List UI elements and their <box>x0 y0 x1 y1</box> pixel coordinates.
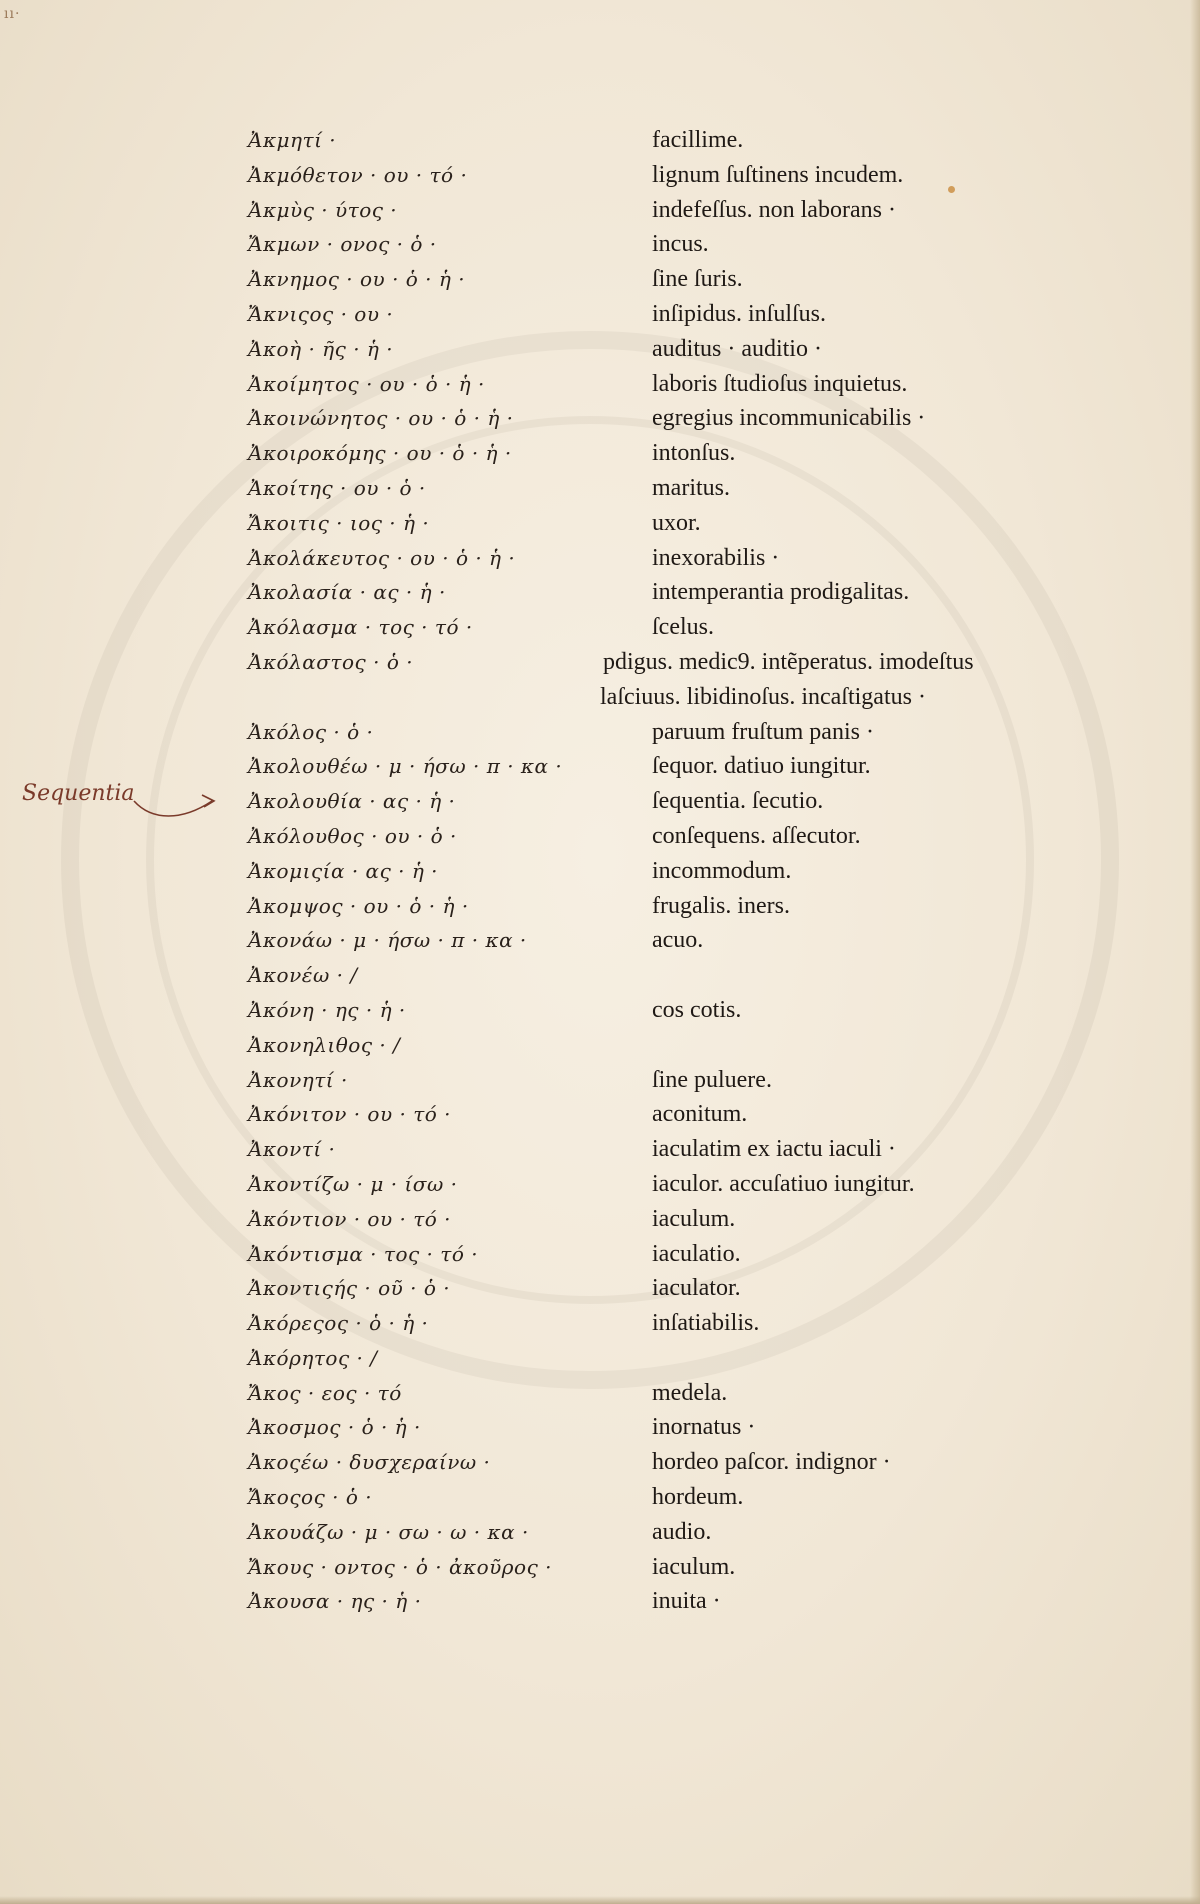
latin-gloss: incus. <box>652 231 709 258</box>
latin-gloss: iaculum. <box>652 1205 736 1232</box>
greek-headword: Ἀκόρεςος · ὁ · ἡ · <box>248 1311 429 1336</box>
entry-row <box>0 1237 1200 1272</box>
greek-headword: Ἄκους · οντος · ὁ · ἀκοῦρος · <box>248 1554 552 1579</box>
latin-gloss: maritus. <box>652 474 730 501</box>
greek-headword: Ἄκνιςος · ου · <box>248 301 394 326</box>
entry-row <box>0 819 1200 854</box>
entry-row <box>0 506 1200 541</box>
greek-headword: Ἀκόντισμα · τος · τό · <box>248 1241 479 1266</box>
entry-row <box>0 1063 1200 1098</box>
latin-gloss: iaculatio. <box>652 1240 741 1267</box>
latin-gloss: iaculor. accuſatiuo iungitur. <box>652 1170 915 1197</box>
greek-headword: Ἀκόλουθος · ου · ὁ · <box>248 823 457 848</box>
latin-gloss: laboris ſtudioſus inquietus. <box>652 370 908 397</box>
latin-gloss: cos cotis. <box>652 996 742 1023</box>
entry-row <box>0 715 1200 750</box>
entry-row <box>0 1584 1200 1619</box>
greek-headword: Ἀκονητί · <box>248 1067 348 1092</box>
entry-row <box>0 1376 1200 1411</box>
latin-gloss: ſequentia. ſecutio. <box>652 788 824 815</box>
greek-headword: Ἀκοςέω · δυσχεραίνω · <box>248 1450 491 1475</box>
latin-gloss: ſine puluere. <box>652 1066 772 1093</box>
greek-headword: Ἀκονέω · / <box>248 963 358 988</box>
latin-gloss: aconitum. <box>652 1101 748 1128</box>
greek-headword: Ἀκοντίζω · μ · ίσω · <box>248 1171 458 1196</box>
latin-gloss: medela. <box>652 1379 728 1406</box>
entry-row <box>0 1097 1200 1132</box>
greek-headword: Ἀκοίτης · ου · ὁ · <box>248 475 426 500</box>
greek-headword: Ἀκολουθέω · μ · ήσω · π · κα · <box>248 754 563 779</box>
latin-gloss: intonſus. <box>652 440 736 467</box>
greek-headword: Ἀκνημος · ου · ὁ · ἡ · <box>248 267 466 292</box>
entry-row <box>0 1271 1200 1306</box>
entry-row <box>0 367 1200 402</box>
entry-row <box>0 297 1200 332</box>
latin-gloss: hordeo paſcor. indignor · <box>652 1449 891 1476</box>
entry-row <box>0 1132 1200 1167</box>
latin-gloss: inſatiabilis. <box>652 1310 760 1337</box>
latin-gloss: intemperantia prodigalitas. <box>652 579 910 606</box>
greek-headword: Ἀκοιροκόμης · ου · ὁ · ἡ · <box>248 441 512 466</box>
latin-gloss: ſequor. datiuo iungitur. <box>652 753 871 780</box>
entry-row <box>0 610 1200 645</box>
greek-headword: Ἀκολασία · ας · ἡ · <box>248 580 446 605</box>
greek-headword: Ἀκοὴ · ῆς · ἡ · <box>248 336 394 361</box>
latin-gloss: inuita · <box>652 1588 721 1615</box>
entry-row <box>0 889 1200 924</box>
greek-headword: Ἀκονηλιθος · / <box>248 1032 401 1057</box>
greek-headword: Ἀκόνιτον · ου · τό · <box>248 1102 452 1127</box>
entry-row <box>0 784 1200 819</box>
latin-gloss: iaculum. <box>652 1553 736 1580</box>
greek-headword: Ἀκονάω · μ · ήσω · π · κα · <box>248 928 527 953</box>
entry-row <box>0 123 1200 158</box>
entry-row <box>0 1028 1200 1063</box>
entry-row <box>0 645 1200 680</box>
greek-headword: Ἀκόντιον · ου · τό · <box>248 1206 452 1231</box>
latin-gloss: egregius incommunicabilis · <box>652 405 926 432</box>
entry-row <box>0 332 1200 367</box>
entry-row <box>0 1410 1200 1445</box>
entry-row <box>0 1167 1200 1202</box>
entry-row <box>0 1445 1200 1480</box>
latin-gloss: inornatus · <box>652 1414 756 1441</box>
margin-note-text: Sequentia <box>22 781 135 806</box>
latin-gloss: iaculator. <box>652 1275 741 1302</box>
entry-row <box>0 193 1200 228</box>
latin-gloss: indefeſſus. non laborans · <box>652 196 896 223</box>
latin-gloss: iaculatim ex iactu iaculi · <box>652 1136 896 1163</box>
entry-row <box>0 1306 1200 1341</box>
greek-headword: Ἀκοντί · <box>248 1137 336 1162</box>
entry-row <box>0 1480 1200 1515</box>
entry-row <box>0 262 1200 297</box>
entry-row <box>0 227 1200 262</box>
greek-headword: Ἀκουσα · ης · ἡ · <box>248 1589 422 1614</box>
latin-gloss: laſciuus. libidinoſus. incaſtigatus · <box>600 683 926 710</box>
latin-gloss: paruum fruſtum panis · <box>652 718 874 745</box>
entry-row <box>0 749 1200 784</box>
latin-gloss: audio. <box>652 1518 712 1545</box>
latin-gloss: facillime. <box>652 127 744 153</box>
greek-headword: Ἀκόνη · ης · ἡ · <box>248 997 406 1022</box>
latin-gloss: hordeum. <box>652 1484 744 1511</box>
entry-row <box>0 854 1200 889</box>
page-edge-right <box>1190 0 1200 1904</box>
greek-headword: Ἄκοςος · ὁ · <box>248 1485 373 1510</box>
greek-headword: Ἀκόλαστος · ὁ · <box>248 649 414 674</box>
latin-gloss: incommodum. <box>652 857 792 884</box>
greek-headword: Ἀκμητί · <box>248 128 337 152</box>
entry-row <box>0 436 1200 471</box>
entry-row <box>0 575 1200 610</box>
greek-headword: Ἄκοιτις · ιος · ἡ · <box>248 510 430 535</box>
greek-headword: Ἀκοντιςής · οῦ · ὁ · <box>248 1276 451 1301</box>
greek-headword: Ἀκολουθία · ας · ἡ · <box>248 789 456 814</box>
latin-gloss: auditus · auditio · <box>652 335 822 362</box>
greek-headword: Ἀκομιςία · ας · ἡ · <box>248 858 439 883</box>
entry-row <box>0 923 1200 958</box>
entry-row-continuation <box>0 680 1200 715</box>
latin-gloss: uxor. <box>652 509 701 536</box>
greek-headword: Ἀκομψος · ου · ὁ · ἡ · <box>248 893 469 918</box>
greek-headword: Ἀκοινώνητος · ου · ὁ · ἡ · <box>248 406 514 431</box>
latin-gloss: ſcelus. <box>652 614 714 641</box>
entry-row <box>0 958 1200 993</box>
greek-headword: Ἄκμων · ονος · ὁ · <box>248 232 437 257</box>
greek-headword: Ἀκουάζω · μ · σω · ω · κα · <box>248 1519 529 1544</box>
latin-gloss: inſipidus. inſulſus. <box>652 300 827 327</box>
latin-gloss: lignum ſuſtinens incudem. <box>652 161 904 188</box>
latin-gloss: frugalis. iners. <box>652 892 790 919</box>
greek-headword: Ἀκολάκευτος · ου · ὁ · ἡ · <box>248 545 516 570</box>
latin-gloss: acuo. <box>652 927 704 954</box>
greek-headword: Ἄκος · εος · τό <box>248 1380 402 1405</box>
entry-row <box>0 1550 1200 1585</box>
entry-row <box>0 401 1200 436</box>
greek-headword: Ἀκόλος · ὁ · <box>248 719 374 744</box>
corner-mark: ıı· <box>4 6 21 22</box>
entry-row <box>0 1341 1200 1376</box>
latin-gloss: inexorabilis · <box>652 544 780 571</box>
latin-gloss: ſine ſuris. <box>652 266 743 293</box>
entry-row <box>0 541 1200 576</box>
page-edge-bottom <box>0 1896 1200 1904</box>
entry-row <box>0 1202 1200 1237</box>
entry-row <box>0 471 1200 506</box>
entry-row <box>0 1515 1200 1550</box>
greek-headword: Ἀκόλασμα · τος · τό · <box>248 615 473 640</box>
latin-gloss: conſequens. aſſecutor. <box>652 822 861 849</box>
greek-headword: Ἀκόρητος · / <box>248 1345 378 1370</box>
greek-headword: Ἀκμόθετον · ου · τό · <box>248 162 468 187</box>
greek-headword: Ἀκμὺς · ύτος · <box>248 197 398 222</box>
greek-headword: Ἀκοσμος · ὁ · ἡ · <box>248 1415 421 1440</box>
entry-row <box>0 993 1200 1028</box>
entry-row <box>0 158 1200 193</box>
dictionary-entries <box>0 123 1200 1619</box>
latin-gloss: pdigus. medic9. intẽperatus. imodeſtus <box>603 648 974 675</box>
greek-headword: Ἀκοίμητος · ου · ὁ · ἡ · <box>248 371 485 396</box>
